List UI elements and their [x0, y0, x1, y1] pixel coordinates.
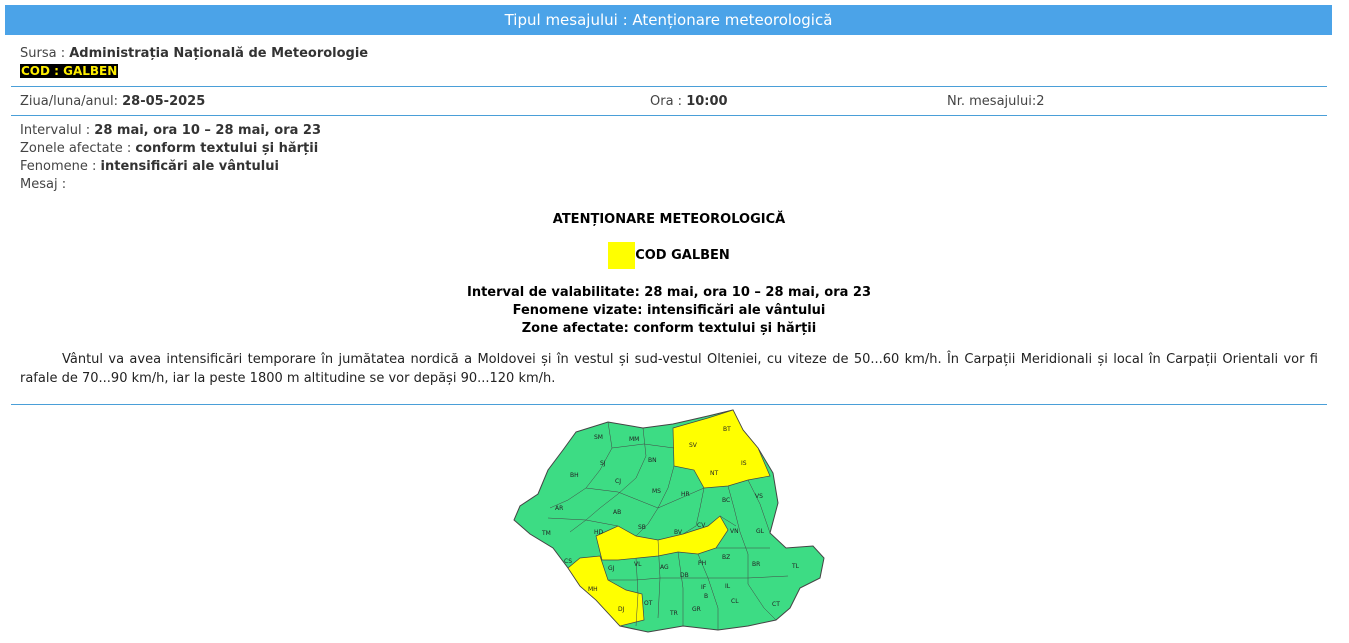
- county-label: BZ: [722, 554, 731, 561]
- zones-field: [20, 141, 318, 156]
- message-type-header: Tipul mesajului : Atenționare meteorologică: [5, 5, 1332, 35]
- county-label: BT: [723, 426, 731, 433]
- county-label: GJ: [608, 565, 615, 572]
- county-label: DB: [680, 572, 689, 579]
- source-value: Administrația Națională de Meteorologie: [69, 46, 369, 61]
- bulletin-validity: Interval de valabilitate: 28 mai, ora 10 – 28 mai, ora 23: [466, 285, 872, 300]
- interval-field: [20, 123, 321, 138]
- county-label: SV: [689, 442, 697, 449]
- bulletin-phenomena: Fenomene vizate: intensificări ale vântului: [512, 303, 826, 318]
- bulletin-title: ATENȚIONARE METEOROLOGICĂ: [552, 212, 786, 227]
- date-value: 28-05-2025: [122, 94, 206, 109]
- county-label: BN: [648, 457, 657, 464]
- message-label: Mesaj :: [20, 177, 67, 192]
- county-label: BV: [674, 529, 683, 536]
- county-label: MS: [652, 488, 661, 495]
- county-label: AB: [613, 509, 622, 516]
- bulletin-code-line: [11, 242, 1327, 270]
- county-label: IS: [741, 460, 747, 467]
- county-label: CV: [697, 522, 706, 529]
- county-label: SM: [594, 434, 603, 441]
- county-label: CT: [772, 601, 780, 608]
- interval-value: 28 mai, ora 10 – 28 mai, ora 23: [94, 123, 322, 138]
- bulletin-code: COD GALBEN: [635, 248, 730, 263]
- county-label: VL: [634, 561, 642, 568]
- county-label: OT: [644, 600, 653, 607]
- county-label: MM: [629, 436, 640, 443]
- source-label: Sursa :: [20, 46, 70, 61]
- county-label: HR: [681, 491, 690, 498]
- county-label: BH: [570, 472, 579, 479]
- divider: [11, 115, 1327, 116]
- county-label: B: [704, 593, 709, 600]
- zones-value: conform textului și hărții: [135, 141, 319, 156]
- phenomena-label: Fenomene :: [20, 159, 101, 174]
- phenomena-field: [20, 159, 279, 174]
- county-label: VS: [755, 493, 763, 500]
- county-label: TL: [792, 563, 800, 570]
- message-number-label: Nr. mesajului:: [947, 94, 1037, 109]
- yellow-code-swatch: [608, 242, 635, 269]
- zones-label: Zonele afectate :: [20, 141, 136, 156]
- time-field: [650, 94, 728, 109]
- code-badge-line: [20, 64, 118, 79]
- county-label: CS: [564, 558, 572, 565]
- county-label: GL: [756, 528, 764, 535]
- county-label: SJ: [600, 460, 606, 467]
- county-label: PH: [698, 560, 707, 567]
- county-label: IL: [725, 583, 731, 590]
- county-label: NT: [710, 470, 719, 477]
- county-label: TR: [670, 610, 678, 617]
- message-number-field: [947, 94, 1045, 109]
- county-label: TM: [542, 530, 551, 537]
- warning-map: [508, 408, 830, 636]
- county-label: DJ: [618, 606, 625, 613]
- county-label: BR: [752, 561, 761, 568]
- county-label: IF: [701, 584, 707, 591]
- code-badge: COD : GALBEN: [21, 64, 118, 78]
- time-label: Ora :: [650, 94, 687, 109]
- interval-label: Intervalul :: [20, 123, 95, 138]
- date-field: [20, 94, 205, 109]
- divider: [11, 86, 1327, 87]
- county-label: MH: [588, 586, 598, 593]
- county-label: CJ: [615, 478, 621, 485]
- county-label: VN: [730, 528, 739, 535]
- date-label: Ziua/luna/anul:: [20, 94, 123, 109]
- source-line: [20, 46, 368, 61]
- message-number-value: 2: [1036, 94, 1045, 109]
- county-label: CL: [731, 598, 739, 605]
- county-label: AG: [660, 564, 669, 571]
- divider: [11, 404, 1327, 405]
- county-label: AR: [555, 505, 564, 512]
- romania-map-outline: [514, 410, 824, 632]
- phenomena-value: intensificări ale vântului: [100, 159, 279, 174]
- time-value: 10:00: [686, 94, 728, 109]
- county-label: GR: [692, 606, 701, 613]
- county-label: SB: [638, 524, 646, 531]
- bulletin-zones: Zone afectate: conform textului și hărții: [521, 321, 817, 336]
- county-label: BC: [722, 497, 731, 504]
- bulletin-text: Vântul va avea intensificări temporare în jumătatea nordică a Moldovei și în vestul și sud-vestul Olteniei, cu viteze de 50...60 km/h. În Carpații Meridionali și local în Carpații Orientali vor fi rafale de 70...90 km/h, iar la peste 1800 m altitudine se vor depăși 90...120 km/h.: [20, 352, 1318, 386]
- county-label: HD: [594, 529, 604, 536]
